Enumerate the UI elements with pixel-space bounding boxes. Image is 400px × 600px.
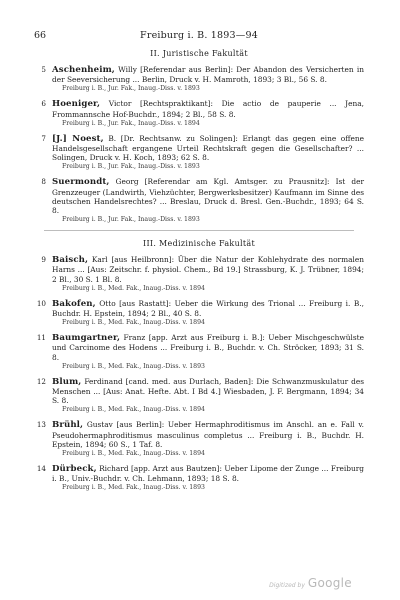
bibliography-entry: [34, 65, 364, 93]
entry-author: Baisch,: [52, 255, 89, 266]
entry-text: Richard [app. Arzt aus Bautzen]: Ueber Lipome der Zunge ... Freiburg i. B., Univ.-Buchdr. v. Ch. Lehmann, 1893; 18 S. 8.: [52, 464, 364, 484]
entry-number: 10: [36, 298, 46, 308]
entry-body: [52, 377, 364, 415]
entry-author: Suermondt,: [52, 177, 110, 188]
entry-author: Hoeniger,: [52, 99, 101, 110]
section-juristische-fakultaet: [34, 49, 364, 224]
section-title: III. Medizinische Fakultät: [142, 239, 255, 249]
entry-note: Freiburg i. B., Jur. Fak., Inaug.-Diss. v. 1893: [62, 216, 200, 224]
entry-author: Bakofen,: [52, 298, 96, 309]
entry-body: [52, 99, 364, 127]
bibliography-entry: [34, 333, 364, 371]
entry-number: 6: [41, 99, 46, 109]
entry-number: 8: [41, 177, 46, 187]
bibliography-entry: [34, 377, 364, 415]
entry-author: Brühl,: [52, 420, 84, 431]
entry-number: 11: [36, 333, 46, 343]
running-title: Freiburg i. B. 1893—94: [140, 30, 258, 41]
entry-note: Freiburg i. B., Med. Fak., Inaug.-Diss. v. 1894: [62, 450, 205, 458]
watermark-brand: Google: [307, 576, 352, 590]
entry-text: Willy [Referendar aus Berlin]: Der Abandon des Versicherten in der Seeversicherung ... Berlin, Druck v. H. Mamroth, 1893; 3 Bl., 56 S. 8.: [52, 65, 364, 85]
entry-text: Otto [aus Rastatt]: Ueber die Wirkung des Trional ... Freiburg i. B., Buchdr. H. Epstein, 1894; 2 Bl., 40 S. 8.: [52, 298, 364, 319]
entry-number: 14: [36, 464, 46, 474]
entry-author: [J.] Noest,: [52, 133, 104, 144]
entry-text: Karl [aus Heilbronn]: Über die Natur der Kohlehydrate des normalen Harns ... [Aus: Zeitschr. f. physiol. Chem., Bd 19.] Strassburg, K. J. Trübner, 1894; 2 Bl., 30 S. 1 Bl. 8.: [52, 255, 364, 284]
page-number: 66: [34, 30, 47, 41]
bibliography-entry: [34, 134, 364, 172]
entry-text: Gustav [aus Berlin]: Ueber Hermaphroditismus im Anschl. an e. Fall v. Pseudohermaphroditismus masculinus completus ... Freiburg i. B., Buchdr. H. Epstein, 1894; 60 S., 1 Taf. 8.: [52, 420, 364, 449]
google-watermark: [269, 576, 352, 590]
entry-text: Franz [app. Arzt aus Freiburg i. B.]: Ueber Mischgeschwülste und Carcinome des Hodens ... Freiburg i. B., Buchdr. v. Ch. Ströcker, 1893; 31 S. 8.: [52, 333, 364, 362]
entry-text: B. [Dr. Rechtsanw. zu Solingen]: Erlangt das gegen eine offene Handelsgesellschaft ergangene Urteil Rechtskraft gegen die Gesellschafter? ... Solingen, Druck v. H. Koch, 1893; 62 S. 8.: [52, 133, 365, 163]
entry-number: 7: [41, 133, 46, 143]
bibliography-entry: [34, 99, 364, 127]
entry-body: [52, 255, 364, 293]
entry-number: 13: [36, 420, 46, 430]
entry-note: Freiburg i. B., Med. Fak., Inaug.-Diss. v. 1894: [62, 319, 205, 327]
entry-author: Blum,: [52, 376, 82, 387]
section-medizinische-fakultaet: [34, 239, 364, 492]
page-header: [34, 30, 364, 41]
bibliography-entry: [34, 420, 364, 458]
entry-note: Freiburg i. B., Med. Fak., Inaug.-Diss. v. 1893: [62, 484, 205, 492]
entry-note: Freiburg i. B., Med. Fak., Inaug.-Diss. v. 1893: [62, 362, 205, 370]
entry-note: Freiburg i. B., Med. Fak., Inaug.-Diss. v. 1894: [62, 406, 205, 414]
entry-number: 12: [36, 376, 46, 386]
entry-body: [52, 464, 364, 492]
entry-number: 5: [41, 65, 46, 74]
entry-text: Victor [Rechtspraktikant]: Die actio de pauperie ... Jena, Frommannsche Hof-Buchdr., 1894; 2 Bl., 58 S. 8.: [52, 99, 364, 119]
entry-body: [52, 134, 364, 172]
entry-body: [52, 299, 364, 327]
entry-body: [52, 420, 364, 458]
entry-author: Baumgartner,: [52, 333, 121, 344]
entry-note: Freiburg i. B., Med. Fak., Inaug.-Diss. v. 1894: [62, 284, 205, 292]
watermark-prefix: Digitized by: [269, 582, 305, 589]
entry-note: Freiburg i. B., Jur. Fak., Inaug.-Diss. v. 1894: [62, 119, 200, 127]
section-divider: [44, 230, 354, 231]
entry-body: [52, 177, 364, 224]
entry-body: [52, 333, 364, 371]
bibliography-entry: [34, 299, 364, 327]
entry-note: Freiburg i. B., Jur. Fak., Inaug.-Diss. v. 1893: [62, 85, 200, 93]
section-title: II. Juristische Fakultät: [150, 49, 248, 58]
bibliography-entry: [34, 464, 364, 492]
bibliography-entry: [34, 255, 364, 293]
entry-body: [52, 65, 364, 93]
entry-author: Aschenheim,: [52, 65, 115, 75]
bibliography-entry: [34, 177, 364, 224]
entry-author: Dürbeck,: [52, 464, 97, 475]
entry-number: 9: [41, 255, 46, 265]
entry-text: Georg [Referendar am Kgl. Amtsger. zu Prausnitz]: Ist der Grenzzeuger (Landwirth, Viehzüchter, Bergwerksbesitzer) Kaufmann im Sinne des deutschen Handelsrechtes? ... Breslau, Druck d. Bresl. Gen.-Buchdr., 1893; 64 S. 8.: [52, 177, 364, 216]
entry-note: Freiburg i. B., Jur. Fak., Inaug.-Diss. v. 1893: [62, 163, 200, 171]
entry-text: Ferdinand [cand. med. aus Durlach, Baden]: Die Schwanzmuskulatur des Menschen ... [Aus: Anat. Hefte. Abt. I Bd 4.] Wiesbaden, J. F. Bergmann, 1894; 34 S. 8.: [52, 376, 364, 406]
